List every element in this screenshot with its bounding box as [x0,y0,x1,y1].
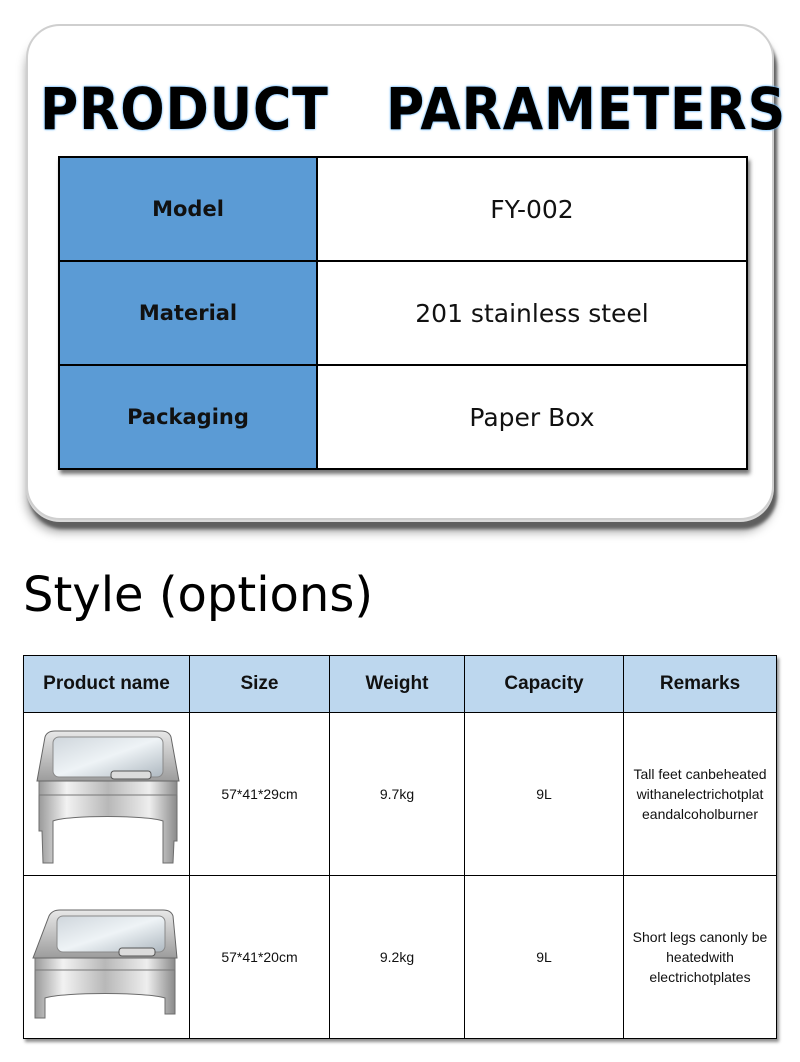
header-remarks: Remarks [624,656,777,713]
style-options-heading: Style (options) [23,567,374,623]
parameters-title: PRODUCT PARAMETERS [40,75,787,143]
style-options-table [23,655,777,1039]
product-image-cell [24,876,190,1039]
chafing-dish-tall-feet-image [27,723,187,865]
parameter-label: Packaging [59,365,317,469]
weight-cell: 9.2kg [330,876,465,1039]
size-cell: 57*41*20cm [190,876,330,1039]
table-row [24,876,777,1039]
size-cell: 57*41*29cm [190,713,330,876]
parameter-row-packaging [59,365,747,469]
parameter-value: 201 stainless steel [317,261,747,365]
table-row [24,713,777,876]
parameter-row-model [59,157,747,261]
header-capacity: Capacity [465,656,624,713]
chafing-dish-short-legs-image [27,886,187,1028]
remarks-cell: Tall feet canbeheated withanelectrichotplat eandalcoholburner [624,713,777,876]
parameters-table [58,156,748,470]
header-size: Size [190,656,330,713]
capacity-cell: 9L [465,876,624,1039]
capacity-cell: 9L [465,713,624,876]
weight-cell: 9.7kg [330,713,465,876]
remarks-cell: Short legs canonly be heatedwith electrichotplates [624,876,777,1039]
parameter-label: Model [59,157,317,261]
parameter-value: FY-002 [317,157,747,261]
product-image-cell [24,713,190,876]
parameter-row-material [59,261,747,365]
header-product-name: Product name [24,656,190,713]
options-header-row [24,656,777,713]
parameter-label: Material [59,261,317,365]
parameter-value: Paper Box [317,365,747,469]
header-weight: Weight [330,656,465,713]
